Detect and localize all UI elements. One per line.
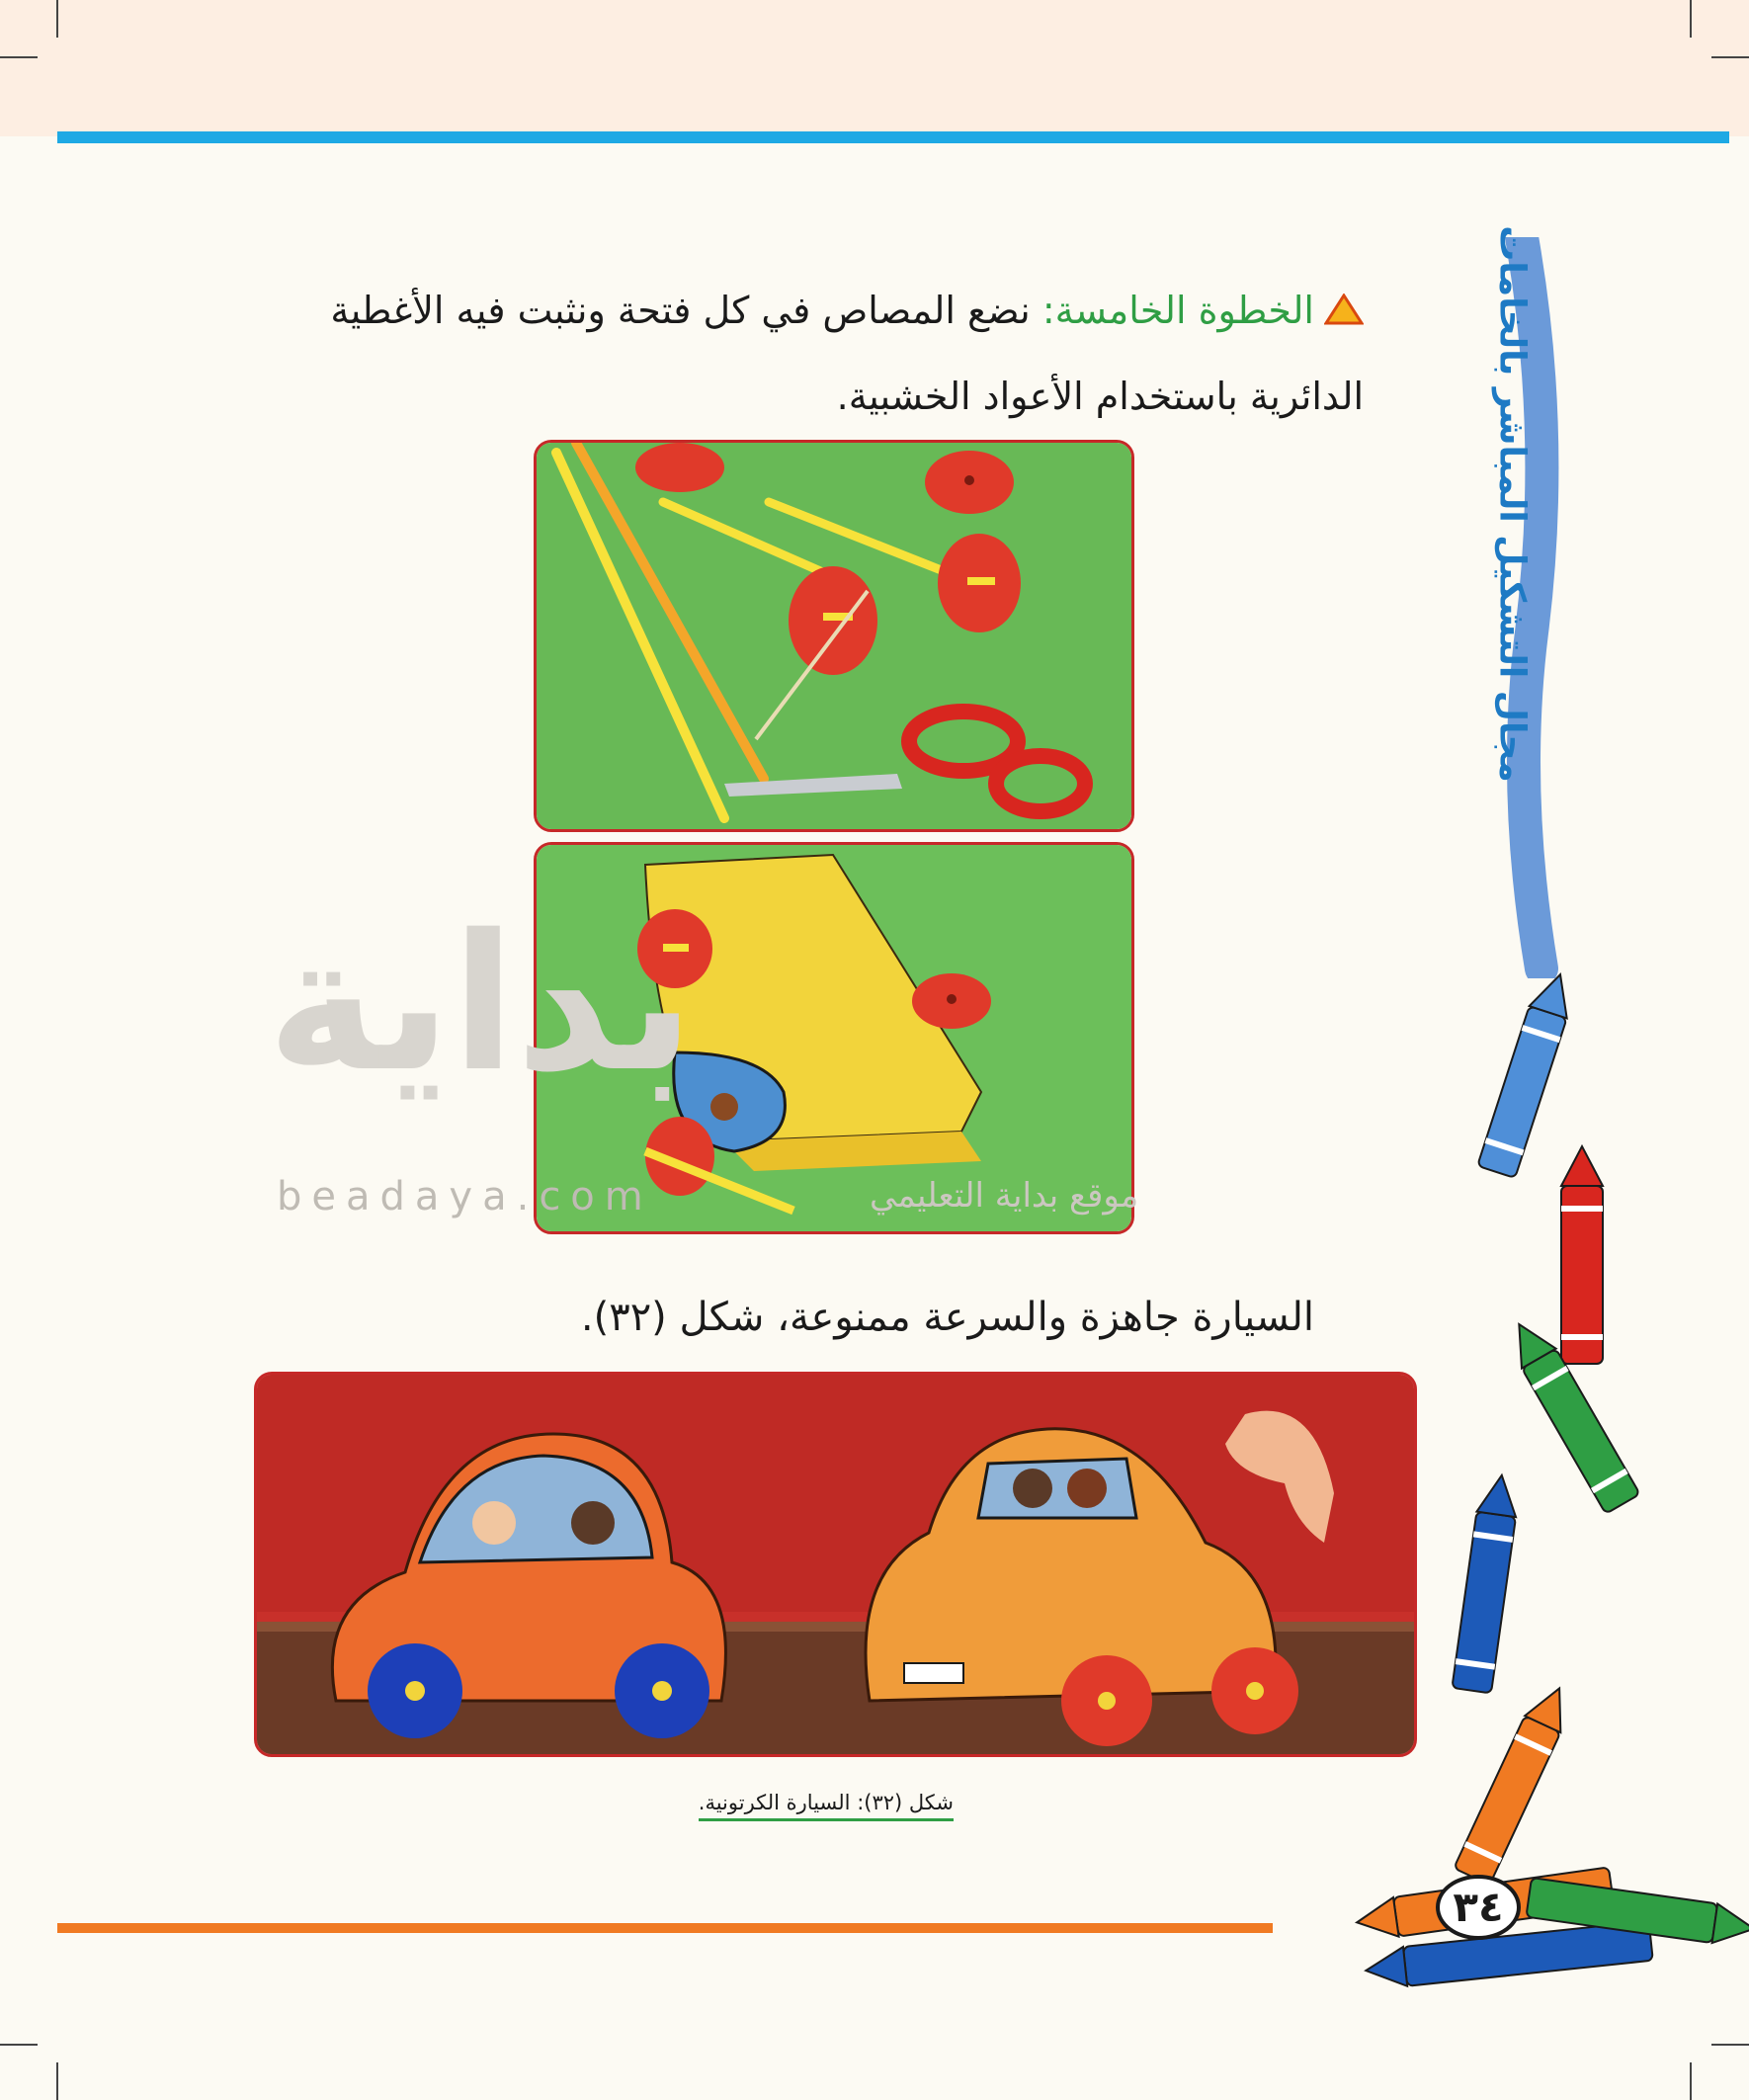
header-band — [0, 0, 1749, 136]
crop-mark — [56, 2062, 58, 2100]
crayon-icon — [1561, 1146, 1603, 1364]
crayon-icon — [1454, 1680, 1577, 1885]
step-text: نضع المصاص في كل فتحة ونثبت فيه الأغطية الدائرية باستخدام الأعواد الخشبية. — [330, 289, 1364, 418]
crop-mark — [0, 56, 38, 58]
top-rule — [57, 131, 1729, 143]
crayon-icon — [1477, 968, 1579, 1178]
figure-caption: شكل (٣٢): السيارة الكرتونية. — [699, 1791, 954, 1821]
step-label: الخطوة الخامسة: — [1041, 289, 1314, 332]
watermark-url: beadaya.com — [277, 1174, 653, 1219]
car-window — [978, 1459, 1136, 1518]
triangle-bullet-icon — [1324, 271, 1364, 355]
bottle-cap — [635, 443, 724, 492]
page-number: ٣٤ — [1436, 1875, 1521, 1940]
side-chapter-title-text: مجال التشكيل المباشر بالخامات — [1491, 225, 1533, 783]
license-plate — [904, 1663, 963, 1683]
crayon-icon — [1452, 1472, 1521, 1693]
watermark-tagline: موقع بداية التعليمي — [870, 1176, 1139, 1216]
bottom-rule — [57, 1923, 1273, 1933]
crayons-decoration — [1235, 949, 1749, 2006]
crop-mark — [56, 0, 58, 38]
side-chapter-title — [1482, 225, 1541, 783]
crop-mark — [1690, 2062, 1692, 2100]
step-paragraph — [267, 269, 1364, 439]
crop-mark — [1711, 2044, 1749, 2046]
photo-materials — [534, 440, 1134, 832]
crop-mark — [1690, 0, 1692, 38]
watermark-logo-text: بداية — [267, 894, 695, 1113]
crop-mark — [0, 2044, 38, 2046]
completion-text: السيارة جاهزة والسرعة ممنوعة، شكل (٣٢). — [580, 1295, 1314, 1340]
crop-mark — [1711, 56, 1749, 58]
